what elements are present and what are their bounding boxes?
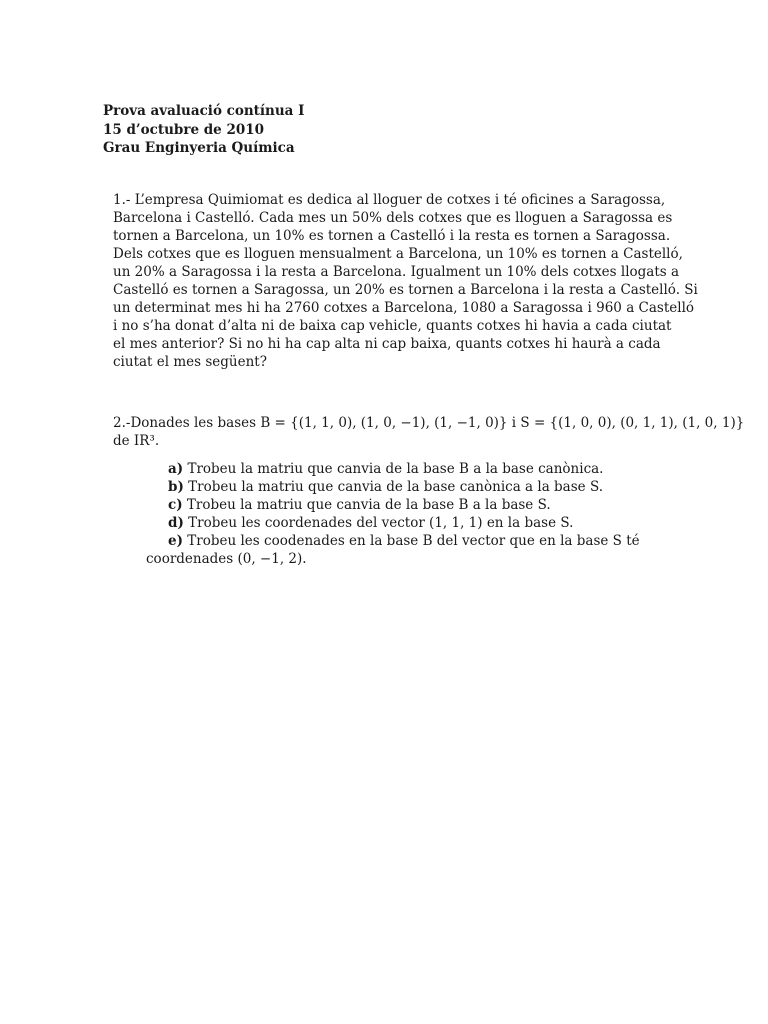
problem-2-bases-line: 2.-Donades les bases B = {(1, 1, 0), (1, 0, −1), (1, −1, 0)} i S = {(1, 0, 0), (0, 1, 1), (1, 0, 1)} <box>113 415 745 431</box>
problem-1-line: un determinat mes hi ha 2760 cotxes a Barcelona, 1080 a Saragossa i 960 a Castelló <box>113 300 695 316</box>
problem-2-item-a <box>146 460 706 478</box>
problem-1-line: ciutat el mes següent? <box>113 354 267 370</box>
item-label: d) <box>168 515 184 531</box>
problem-1-line: Dels cotxes que es lloguen mensualment a Barcelona, un 10% es tornen a Castelló, <box>113 246 683 262</box>
exam-degree: Grau Enginyeria Química <box>103 140 295 156</box>
problem-2-item-b <box>146 478 706 496</box>
item-text: Trobeu la matriu que canvia de la base B a la base S. <box>186 497 551 513</box>
problem-2-items <box>146 460 706 568</box>
problem-1-line: tornen a Barcelona, un 10% es tornen a Castelló i la resta es tornen a Saragossa. <box>113 228 671 244</box>
problem-2-item-e-continuation: coordenades (0, −1, 2). <box>146 551 307 567</box>
problem-1-line: 1.- L’empresa Quimiomat es dedica al lloguer de cotxes i té oficines a Saragossa, <box>113 192 666 208</box>
item-label: a) <box>168 461 184 477</box>
problem-2-space-line: de IR³. <box>113 433 160 449</box>
item-text: Trobeu la matriu que canvia de la base canònica a la base S. <box>188 479 603 495</box>
problem-1-line: i no s’ha donat d’alta ni de baixa cap vehicle, quants cotxes hi havia a cada ciutat <box>113 318 672 334</box>
problem-2-item-c <box>146 496 706 514</box>
item-text: Trobeu la matriu que canvia de la base B a la base canònica. <box>187 461 604 477</box>
item-label: e) <box>168 533 183 549</box>
problem-2-item-e <box>146 532 706 550</box>
exam-header <box>103 102 663 158</box>
problem-1-line: Barcelona i Castelló. Cada mes un 50% dels cotxes que es lloguen a Saragossa es <box>113 210 673 226</box>
problem-1-line: Castelló es tornen a Saragossa, un 20% es tornen a Barcelona i la resta a Castelló. Si <box>113 282 698 298</box>
item-label: b) <box>168 479 184 495</box>
item-text: Trobeu les coordenades del vector (1, 1, 1) en la base S. <box>188 515 574 531</box>
problem-1-line: un 20% a Saragossa i la resta a Barcelona. Igualment un 10% dels cotxes llogats a <box>113 264 680 280</box>
item-label: c) <box>168 497 183 513</box>
exam-date: 15 d’octubre de 2010 <box>103 121 265 138</box>
problem-1-line: el mes anterior? Si no hi ha cap alta ni cap baixa, quants cotxes hi haurà a cada <box>113 336 661 352</box>
problem-2-item-d <box>146 514 706 532</box>
item-text: Trobeu les coodenades en la base B del vector que en la base S té <box>187 533 640 549</box>
problem-1 <box>113 191 698 371</box>
exam-title: Prova avaluació contínua I <box>103 103 305 119</box>
problem-2-intro <box>113 414 745 450</box>
